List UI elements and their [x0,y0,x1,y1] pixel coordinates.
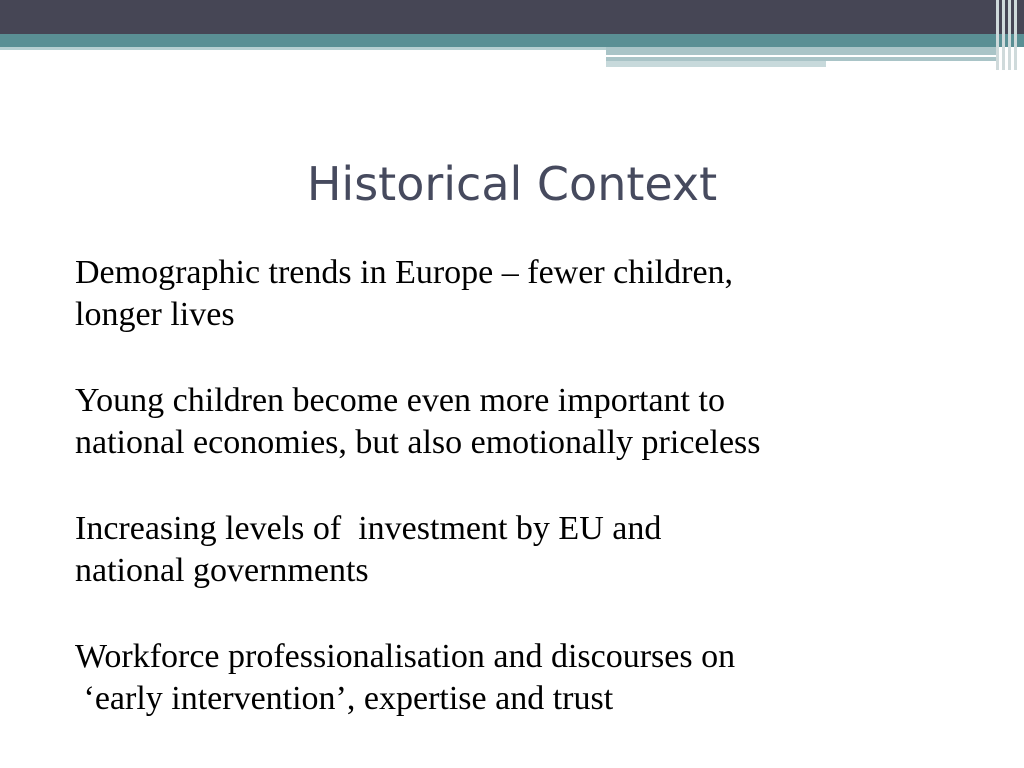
paragraph-line: Young children become even more important to [75,382,725,419]
header-accent-line [606,55,996,57]
paragraph-line: longer lives [75,296,235,333]
slide-title: Historical Context [306,157,718,211]
paragraph-line: ‘early intervention’, expertise and trust [75,680,614,717]
header-accent-low [606,61,826,67]
header-stripe [996,0,999,70]
paragraph-line: national governments [75,552,369,589]
header-stripes [994,0,1024,70]
paragraph-line: national economies, but also emotionally priceless [75,424,761,461]
header-teal-band [0,34,1024,47]
paragraph-line: Increasing levels of investment by EU and [75,510,662,547]
paragraph-line: Workforce professionalisation and discourses on [75,638,736,675]
paragraph [75,252,985,336]
paragraph-line: Demographic trends in Europe – fewer children, [75,254,734,291]
header-bar [0,0,1024,34]
slide-body [75,252,985,764]
header-stripe [1014,0,1017,70]
header-accent-block [606,47,996,61]
paragraph [75,636,985,720]
header-thin-line [0,47,606,50]
paragraph [75,508,985,592]
header-stripe [1002,0,1005,70]
paragraph [75,380,985,464]
header-stripe [1008,0,1011,70]
